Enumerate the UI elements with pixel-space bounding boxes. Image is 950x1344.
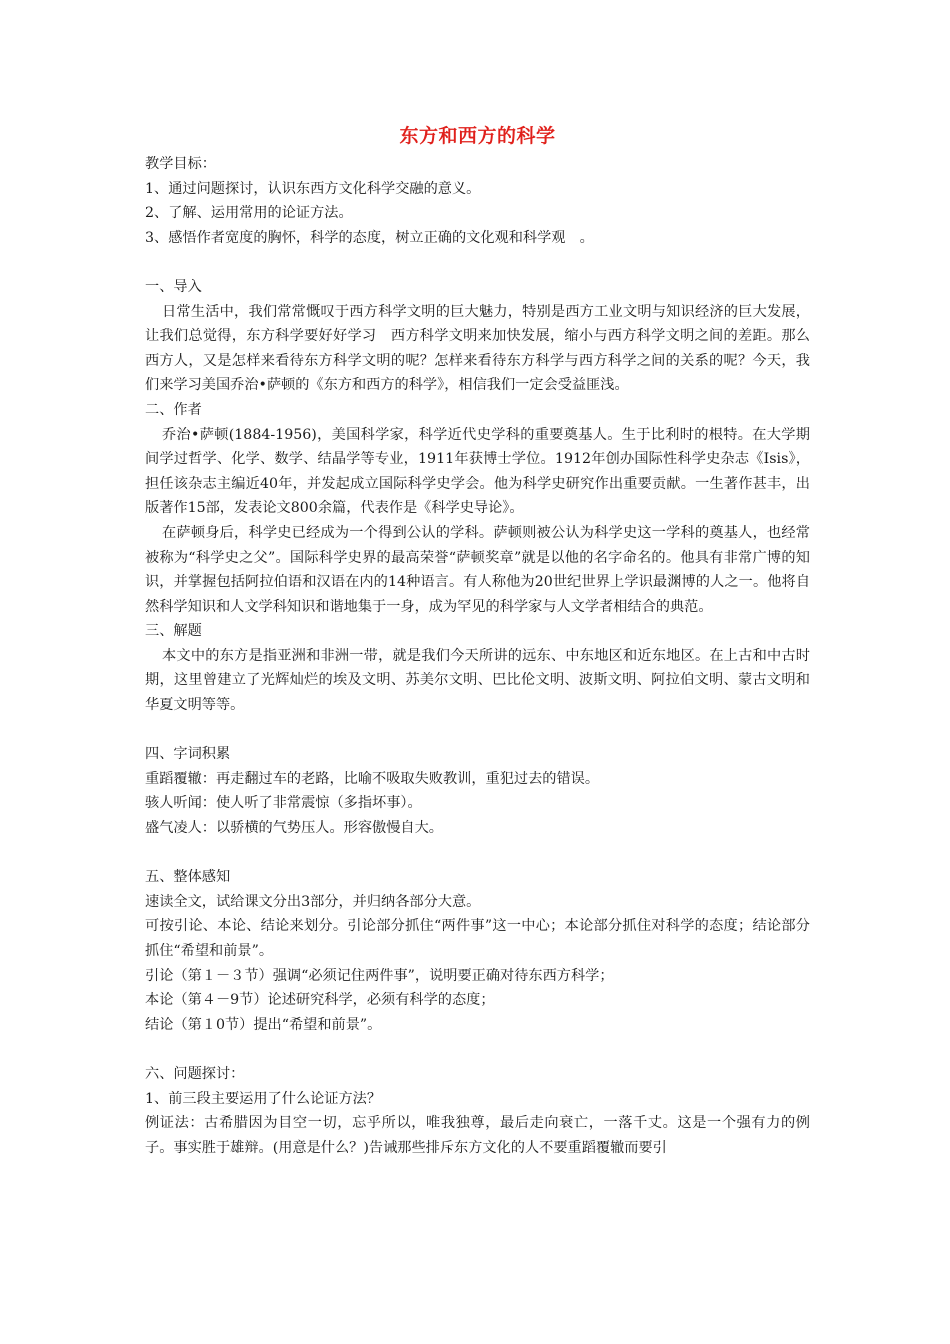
spacer [145,1037,810,1062]
section-heading-explain: 三、解题 [145,623,202,640]
section-heading-overall: 五、整体感知 [145,869,231,886]
intro-paragraph: 日常生活中，我们常常慨叹于西方科学文明的巨大魅力，特别是西方工业文明与知识经济的巨大发展，让我们总觉得，东方科学要好好学习 西方科学文明来加快发展，缩小与西方科学文明之间的差距。那么西方人，又是怎样来看待东方科学文明的呢？怎样来看待东方科学与西方科学之间的关系的呢？今天，我们来学习美国乔治•萨顿的《东方和西方的科学》，相信我们一定会受益匪浅。 [145,303,810,394]
overall-item: 速读全文，试给课文分出3部分，并归纳各部分大意。 [145,893,481,910]
overall-item: 引论（第１－３节）强调“必须记住两件事”，说明要正确对待东西方科学； [145,967,614,984]
objective-item: 1、通过问题探讨，认识东西方文化科学交融的意义。 [145,180,481,197]
section-heading-discussion: 六、问题探讨： [145,1065,245,1082]
discussion-question: 1、前三段主要运用了什么论证方法？ [145,1090,382,1107]
vocab-item: 盛气凌人：以骄横的气势压人。形容傲慢自大。 [145,820,443,837]
section-heading-author: 二、作者 [145,401,202,418]
overall-item: 可按引论、本论、结论来划分。引论部分抓住“两件事”这一中心；本论部分抓住对科学的态度；结论部分抓住“希望和前景”。 [145,918,810,959]
overall-item: 本论（第４－9节）论述研究科学，必须有科学的态度； [145,992,495,1009]
section-heading-intro: 一、导入 [145,278,202,295]
author-paragraph: 乔治•萨顿(1884-1956)，美国科学家，科学近代史学科的重要奠基人。生于比利时的根特。在大学期间学过哲学、化学、数学、结晶学等专业，1911年获博士学位。1912年创办国际性科学史杂志《Isis》，担任该杂志主编近40年，并发起成立国际科学史学会。他为科学史研究作出重要贡献。一生著作甚丰，出版著作15部，发表论文800余篇，代表作是《科学史导论》。 [145,426,810,517]
spacer [145,250,810,275]
author-paragraph: 在萨顿身后，科学史已经成为一个得到公认的学科。萨顿则被公认为科学史这一学科的奠基人，也经常被称为“科学史之父”。国际科学史界的最高荣誉“萨顿奖章”就是以他的名字命名的。他具有非常广博的知识，并掌握包括阿拉伯语和汉语在内的14种语言。有人称他为20世纪世界上学识最渊博的人之一。他将自然科学知识和人文学科知识和谐地集于一身，成为罕见的科学家与人文学者相结合的典范。 [145,524,811,615]
discussion-answer: 例证法：古希腊因为目空一切，忘乎所以，唯我独尊，最后走向衰亡，一落千丈。这是一个强有力的例子。事实胜于雄辩。(用意是什么？)告诫那些排斥东方文化的人不要重蹈覆辙而要引 [145,1115,810,1156]
objectives-heading: 教学目标： [145,156,216,172]
document-page [145,122,810,1160]
objective-item: 3、感悟作者宽度的胸怀，科学的态度，树立正确的文化观和科学观 。 [145,229,594,246]
section-heading-vocab: 四、字词积累 [145,746,231,763]
overall-item: 结论（第１0节）提出“希望和前景”。 [145,1016,382,1033]
vocab-item: 骇人听闻：使人听了非常震惊（多指坏事）。 [145,795,422,812]
objective-item: 2、了解、运用常用的论证方法。 [145,205,353,222]
vocab-item: 重蹈覆辙：再走翻过车的老路，比喻不吸取失败教训，重犯过去的错误。 [145,770,600,787]
document-title: 东方和西方的科学 [399,125,556,147]
spacer [145,718,810,743]
explain-paragraph: 本文中的东方是指亚洲和非洲一带，就是我们今天所讲的远东、中东地区和近东地区。在上古和中古时期，这里曾建立了光辉灿烂的埃及文明、苏美尔文明、巴比伦文明、波斯文明、阿拉伯文明、蒙古文明和华夏文明等等。 [145,647,810,714]
spacer [145,841,810,866]
